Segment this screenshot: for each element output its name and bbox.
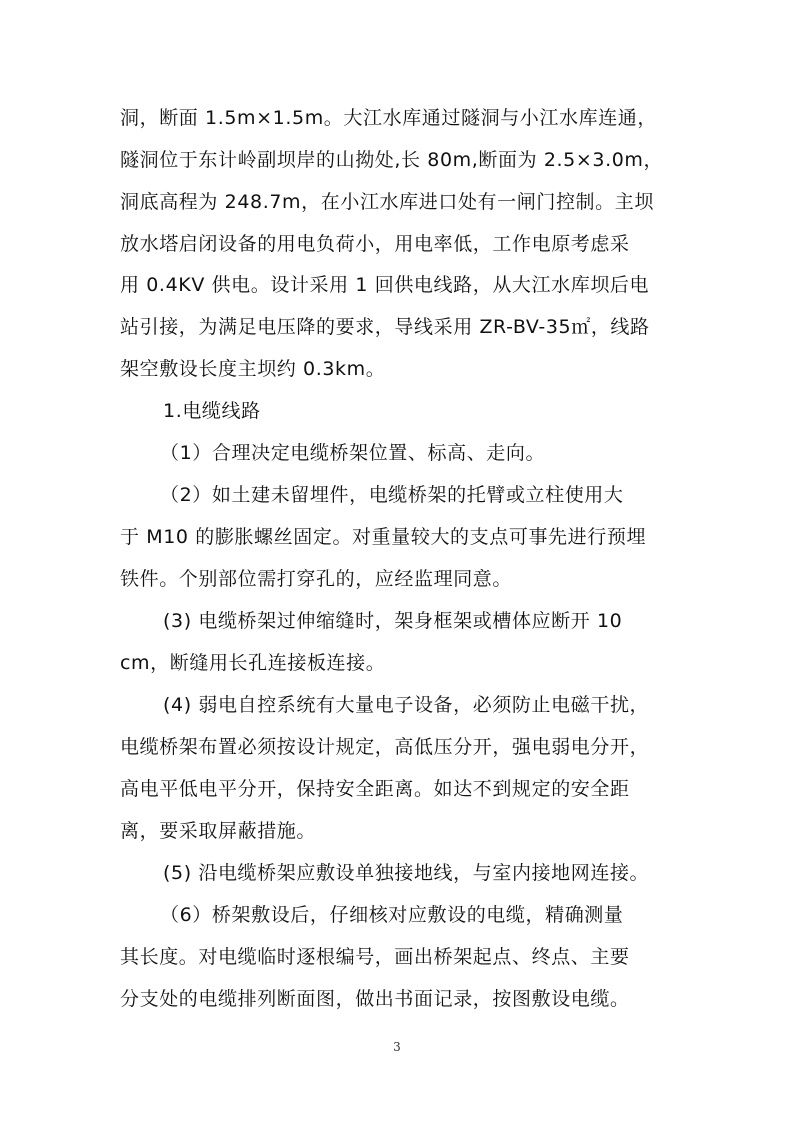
text-line: (5) 沿电缆桥架应敷设单独接地线，与室内接地网连接。 <box>163 862 650 884</box>
text-line: （6）桥架敷设后，仔细核对应敷设的电缆，精确测量 <box>160 904 624 926</box>
text-line: 高电平低电平分开，保持安全距离。如达不到规定的安全距 <box>120 778 630 800</box>
text-line: 隧洞位于东计岭副坝岸的山拗处,长 80m,断面为 2.5×3.0m， <box>120 149 664 171</box>
page-number: 3 <box>393 1040 401 1054</box>
text-line: 架空敷设长度主坝约 0.3km。 <box>120 358 386 380</box>
text-line: （1）合理决定电缆桥架位置、标高、走向。 <box>160 442 546 464</box>
text-line: cm，断缝用长孔连接板连接。 <box>120 652 386 674</box>
section-heading: 1.电缆线路 <box>163 400 261 422</box>
text-line: （2）如土建未留埋件，电缆桥架的托臂或立柱使用大 <box>160 484 624 506</box>
text-line: 洞底高程为 248.7m，在小江水库进口处有一闸门控制。主坝 <box>120 191 654 213</box>
text-line: 放水塔启闭设备的用电负荷小，用电率低，工作电原考虑采 <box>120 233 630 255</box>
text-line: 离，要采取屏蔽措施。 <box>120 820 317 842</box>
text-line: 于 M10 的膨胀螺丝固定。对重量较大的支点可事先进行预埋 <box>120 526 647 548</box>
text-line: 分支处的电缆排列断面图，做出书面记录，按图敷设电缆。 <box>120 988 630 1010</box>
text-line: 电缆桥架布置必须按设计规定，高低压分开，强电弱电分开， <box>120 736 650 758</box>
text-line: 其长度。对电缆临时逐根编号，画出桥架起点、终点、主要 <box>120 946 630 968</box>
text-line: (3) 电缆桥架过伸缩缝时，架身框架或槽体应断开 10 <box>163 610 623 632</box>
text-line: 用 0.4KV 供电。设计采用 1 回供电线路，从大江水库坝后电 <box>120 274 650 296</box>
text-line: 铁件。个别部位需打穿孔的，应经监理同意。 <box>120 568 513 590</box>
text-line: 洞，断面 1.5m×1.5m。大江水库通过隧洞与小江水库连通， <box>120 107 658 129</box>
text-line: (4) 弱电自控系统有大量电子设备，必须防止电磁干扰， <box>163 694 650 716</box>
text-line: 站引接，为满足电压降的要求，导线采用 ZR-BV-35㎡，线路 <box>120 316 650 338</box>
